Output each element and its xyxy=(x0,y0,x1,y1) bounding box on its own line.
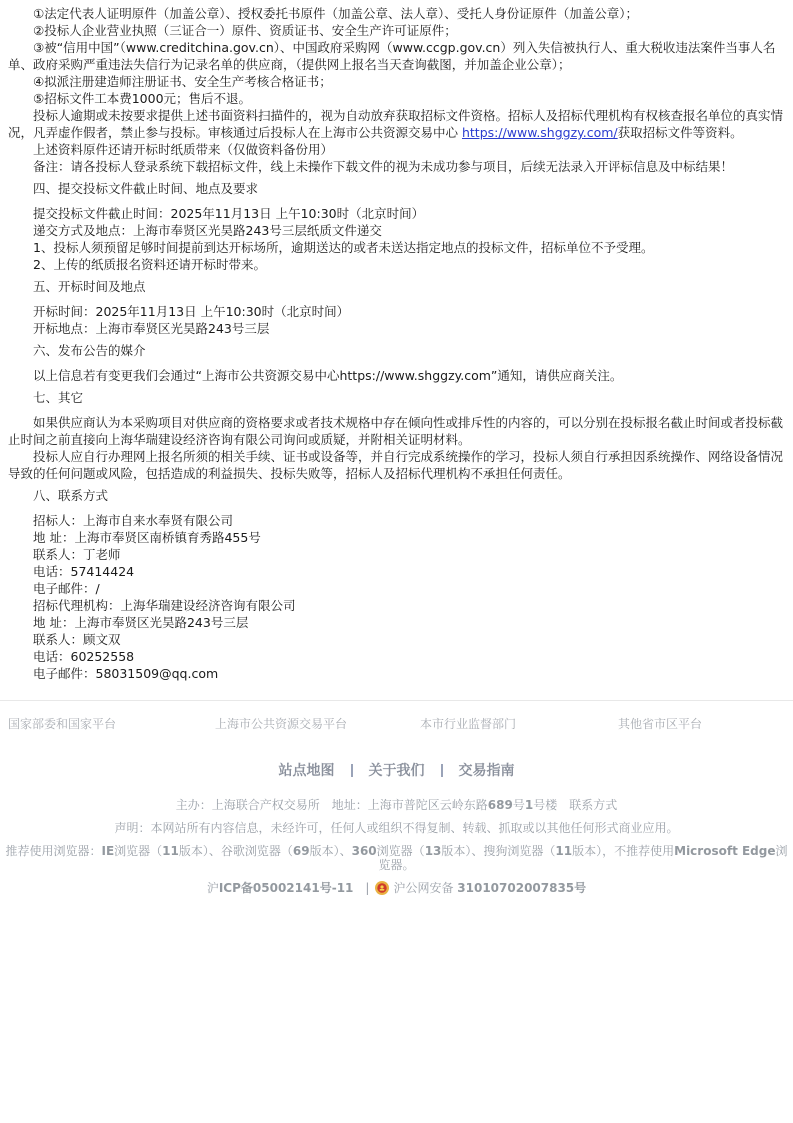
text-segment: 获取招标文件等资料。 xyxy=(617,125,743,140)
footer-text-segment: 版本）、 xyxy=(309,844,352,858)
footer-nav-item-2[interactable]: 交易指南 xyxy=(458,763,515,779)
agency-name: 招标代理机构：上海华瑞建设经济咨询有限公司 xyxy=(33,598,296,613)
footer-text-segment: 浏览器（ xyxy=(376,844,425,858)
section-8-heading: 八、联系方式 xyxy=(33,488,109,503)
footer-text-segment: 浏览器（ xyxy=(114,844,163,858)
text-segment: 投标人逾期或未按要求提供上述书面资料扫描件的，视为自动放弃获取招标文件资格。招标人及招标代理机构有权核查报名单位的真实情况，凡弄虚作假者，禁止参与投标。审核通过后投标人在上海市公共资源交易中心 xyxy=(8,108,784,140)
tenderer-contact: 联系人：丁老师 xyxy=(33,547,121,562)
footer-bold-segment: 360 xyxy=(351,844,377,858)
footer-bold-segment: 69 xyxy=(292,844,310,858)
footer-nav-item-1[interactable]: 关于我们 xyxy=(368,763,425,779)
footer-text-segment: 推荐使用浏览器： xyxy=(5,844,102,858)
req-item-5: ⑤招标文件工本费1000元；售后不退。 xyxy=(33,91,252,106)
footer-group-3[interactable]: 其他省市区平台 xyxy=(618,717,703,731)
section-4-heading: 四、提交投标文件截止时间、地点及要求 xyxy=(33,181,259,196)
footer-bold-segment: 689 xyxy=(487,798,513,812)
footer-group-2[interactable]: 本市行业监督部门 xyxy=(420,717,517,731)
footer-text-segment: 号 xyxy=(512,798,525,812)
section-6-heading: 六、发布公告的媒介 xyxy=(33,343,146,358)
agency-phone: 电话：60252558 xyxy=(33,649,135,664)
footer-text-segment: 沪公网安备 xyxy=(393,881,458,895)
submit-deadline: 提交投标文件截止时间：2025年11月13日 上午10:30时（北京时间） xyxy=(33,206,425,221)
media-notice: 以上信息若有变更我们会通过“上海市公共资源交易中心https://www.shggzy.com”通知，请供应商关注。 xyxy=(33,368,623,383)
footer-text-segment: 版本）、谷歌浏览器（ xyxy=(178,844,293,858)
footer-text-segment: | xyxy=(353,881,370,895)
footer-info xyxy=(0,798,793,895)
browser-line xyxy=(0,844,793,872)
req-item-3: ③被“信用中国”（www.creditchina.gov.cn）、中国政府采购网（www.ccgp.gov.cn）列入失信被执行人、重大税收违法案件当事人名单、政府采购严重违法失信行为记录名单的供应商，（提供网上报名当天查询截图，并加盖企业公章）； xyxy=(8,40,776,72)
agency-contact: 联系人：顾文双 xyxy=(33,632,121,647)
tenderer-address: 地 址：上海市奉贤区南桥镇育秀路455号 xyxy=(33,530,261,545)
tenderer-name: 招标人：上海市自来水奉贤有限公司 xyxy=(33,513,234,528)
footer-link-groups xyxy=(0,715,793,733)
footer-group-1[interactable]: 上海市公共资源交易平台 xyxy=(215,717,348,731)
host-line xyxy=(0,798,793,812)
tenderer-email: 电子邮件：/ xyxy=(33,581,100,596)
notice-remark: 备注：请各投标人登录系统下载招标文件，线上未操作下载文件的视为未成功参与项目，后续无法录入开评标信息及中标结果！ xyxy=(33,159,734,174)
notice-original: 上述资料原件还请开标时纸质带来（仅做资料备份用） xyxy=(33,142,334,157)
statement-line xyxy=(0,821,793,835)
police-badge-icon xyxy=(375,881,389,895)
footer-text-segment: 声明：本网站所有内容信息，未经许可，任何人或组织不得复制、转载、抓取或以其他任何形式商业应用。 xyxy=(114,821,679,835)
section-7-heading: 七、其它 xyxy=(33,390,84,405)
req-item-4: ④拟派注册建造师注册证书、安全生产考核合格证书； xyxy=(33,74,332,89)
other-para-2: 投标人应自行办理网上报名所须的相关手续、证书或设备等，并自行完成系统操作的学习，投标人须自行承担因系统操作、网络设备情况导致的任何问题或风险，包括造成的利益损失、投标失败等，招标人及招标代理机构不承担任何责任。 xyxy=(8,449,784,481)
submit-note-1: 1、投标人须预留足够时间提前到达开标场所，逾期送达的或者未送达指定地点的投标文件，招标单位不予受理。 xyxy=(33,240,654,255)
submit-note-2: 2、上传的纸质报名资料还请开标时带来。 xyxy=(33,257,266,272)
agency-email: 电子邮件：58031509@qq.com xyxy=(33,666,219,681)
footer-text-segment: 号楼 联系方式 xyxy=(533,798,618,812)
footer-text-segment: 版本），不推荐使用 xyxy=(572,844,675,858)
footer-nav xyxy=(0,760,793,780)
footer-bold-segment: IE xyxy=(101,844,115,858)
shggzy-url-link[interactable]: https://www.shggzy.com/ xyxy=(461,125,618,140)
section-5-heading: 五、开标时间及地点 xyxy=(33,279,146,294)
footer-text-segment: 主办：上海联合产权交易所 地址：上海市普陀区云岭东路 xyxy=(175,798,488,812)
open-time: 开标时间：2025年11月13日 上午10:30时（北京时间） xyxy=(33,304,350,319)
footer-text-segment: 沪 xyxy=(206,881,219,895)
nav-divider xyxy=(441,764,443,777)
tenderer-phone: 电话：57414424 xyxy=(33,564,135,579)
footer-bold-segment: 11 xyxy=(162,844,179,858)
agency-address: 地 址：上海市奉贤区光昊路243号三层 xyxy=(33,615,249,630)
req-item-1: ①法定代表人证明原件（加盖公章）、授权委托书原件（加盖公章、法人章）、受托人身份证原件（加盖公章）； xyxy=(33,6,638,21)
footer-bold-segment: Microsoft Edge xyxy=(674,844,776,858)
submit-method: 递交方式及地点：上海市奉贤区光昊路243号三层纸质文件递交 xyxy=(33,223,382,238)
open-place: 开标地点：上海市奉贤区光昊路243号三层 xyxy=(33,321,270,336)
footer-bold-segment: 31010702007835号 xyxy=(457,881,587,895)
site-footer xyxy=(0,700,793,895)
footer-text-segment: 版本）、搜狗浏览器（ xyxy=(441,844,556,858)
footer-nav-item-0[interactable]: 站点地图 xyxy=(278,763,335,779)
beian-line xyxy=(0,881,793,895)
nav-divider xyxy=(351,764,353,777)
footer-bold-segment: ICP备05002141号-11 xyxy=(218,881,354,895)
footer-bold-segment: 13 xyxy=(424,844,442,858)
footer-bold-segment: 1 xyxy=(524,798,534,812)
footer-text-segment: 浏览器。 xyxy=(378,844,788,872)
footer-bold-segment: 11 xyxy=(555,844,573,858)
notice-overdue xyxy=(8,107,785,141)
footer-group-0[interactable]: 国家部委和国家平台 xyxy=(8,717,117,731)
other-para-1: 如果供应商认为本采购项目对供应商的资格要求或者技术规格中存在倾向性或排斥性的内容的，可以分别在投标报名截止时间或者投标截止时间之前直接向上海华瑞建设经济咨询有限公司询问或质疑，并附相关证明材料。 xyxy=(8,415,784,447)
req-item-2: ②投标人企业营业执照（三证合一）原件、资质证书、安全生产许可证原件； xyxy=(33,23,457,38)
